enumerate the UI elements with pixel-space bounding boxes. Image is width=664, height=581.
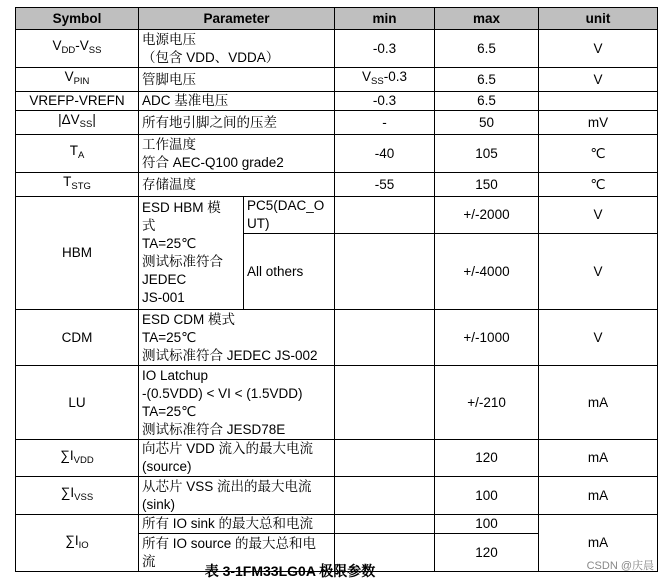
unit-cell: ℃ xyxy=(539,173,658,197)
parameter-cell: ADC 基准电压 xyxy=(139,92,335,111)
unit-cell: mA xyxy=(539,515,658,572)
parameter-cell: ESD HBM 模 式 TA=25℃ 测试标准符合 JEDEC JS-001 xyxy=(139,197,244,310)
max-cell: +/-4000 xyxy=(435,234,539,310)
table-row xyxy=(16,135,658,173)
table-row xyxy=(16,366,658,440)
table-caption: 表 3-1FM33LG0A 极限参数 xyxy=(204,563,376,579)
min-cell: - xyxy=(335,111,435,135)
header-row xyxy=(16,8,658,30)
table-row xyxy=(16,310,658,366)
symbol-cell: HBM xyxy=(16,197,139,310)
max-cell: 120 xyxy=(435,440,539,477)
min-cell xyxy=(335,234,435,310)
header-max: max xyxy=(435,8,539,30)
max-cell: 100 xyxy=(435,515,539,534)
header-parameter: Parameter xyxy=(139,8,335,30)
header-unit: unit xyxy=(539,8,658,30)
max-cell: 6.5 xyxy=(435,30,539,68)
min-cell xyxy=(335,477,435,515)
parameter-cell: 所有 IO source 的最大总和电 流 xyxy=(139,534,335,572)
unit-cell: ℃ xyxy=(539,135,658,173)
watermark: CSDN @庆晨 xyxy=(586,560,654,572)
table-row xyxy=(16,197,658,234)
max-cell: 100 xyxy=(435,477,539,515)
parameter-cell: 所有 IO sink 的最大总和电流 xyxy=(139,515,335,534)
symbol-cell: $V_{PIN}$ xyxy=(16,68,139,92)
header-min: min xyxy=(335,8,435,30)
max-cell: 150 xyxy=(435,173,539,197)
table-row xyxy=(16,515,658,534)
symbol-cell: $\sum I_{VSS}$ xyxy=(16,477,139,515)
table-row xyxy=(16,440,658,477)
unit-cell: mA xyxy=(539,366,658,440)
table-row xyxy=(16,111,658,135)
symbol-cell: $|\Delta V_{SS}|$ xyxy=(16,111,139,135)
parameter-cell: ESD CDM 模式 TA=25℃ 测试标准符合 JEDEC JS-002 xyxy=(139,310,335,366)
max-cell: +/-2000 xyxy=(435,197,539,234)
table-row xyxy=(16,30,658,68)
min-cell: -55 xyxy=(335,173,435,197)
unit-cell: V xyxy=(539,68,658,92)
symbol-cell: $V_{DD}-V_{SS}$ xyxy=(16,30,139,68)
table-row xyxy=(16,173,658,197)
unit-cell: V xyxy=(539,310,658,366)
symbol-cell: $T_{STG}$ xyxy=(16,173,139,197)
max-cell: 120 xyxy=(435,534,539,572)
table-row xyxy=(16,477,658,515)
parameter-cell: IO Latchup -(0.5VDD) < VI < (1.5VDD) TA=25℃ 测试标准符合 JESD78E xyxy=(139,366,335,440)
symbol-cell: LU xyxy=(16,366,139,440)
condition-cell: All others xyxy=(244,234,335,310)
unit-cell: V xyxy=(539,197,658,234)
parameter-cell: 从芯片 VSS 流出的最大电流 (sink) xyxy=(139,477,335,515)
max-cell: +/-1000 xyxy=(435,310,539,366)
symbol-cell: CDM xyxy=(16,310,139,366)
parameter-cell: 存储温度 xyxy=(139,173,335,197)
symbol-cell: $\sum I_{IO}$ xyxy=(16,515,139,572)
min-cell: -0.3 xyxy=(335,30,435,68)
max-cell: 50 xyxy=(435,111,539,135)
parameter-cell: 工作温度 符合 AEC-Q100 grade2 xyxy=(139,135,335,173)
symbol-cell: VREFP-VREFN xyxy=(16,92,139,111)
table-row xyxy=(16,92,658,111)
min-cell xyxy=(335,440,435,477)
parameter-cell: 电源电压 （包含 VDD、VDDA） xyxy=(139,30,335,68)
min-cell xyxy=(335,197,435,234)
table-row xyxy=(16,68,658,92)
min-cell xyxy=(335,515,435,534)
unit-cell: mA xyxy=(539,440,658,477)
min-cell: $V_{SS}-0.3$ xyxy=(335,68,435,92)
header-symbol: Symbol xyxy=(16,8,139,30)
unit-cell: mA xyxy=(539,477,658,515)
min-cell xyxy=(335,310,435,366)
unit-cell xyxy=(539,92,658,111)
absolute-max-ratings-table xyxy=(15,7,658,572)
min-cell: -0.3 xyxy=(335,92,435,111)
condition-cell: PC5(DAC_O UT) xyxy=(244,197,335,234)
max-cell: 105 xyxy=(435,135,539,173)
symbol-cell: $T_A$ xyxy=(16,135,139,173)
max-cell: +/-210 xyxy=(435,366,539,440)
min-cell: -40 xyxy=(335,135,435,173)
parameter-cell: 管脚电压 xyxy=(139,68,335,92)
parameter-cell: 所有地引脚之间的压差 xyxy=(139,111,335,135)
min-cell xyxy=(335,366,435,440)
max-cell: 6.5 xyxy=(435,92,539,111)
max-cell: 6.5 xyxy=(435,68,539,92)
symbol-cell: $\sum I_{VDD}$ xyxy=(16,440,139,477)
unit-cell: V xyxy=(539,234,658,310)
parameter-cell: 向芯片 VDD 流入的最大电流 (source) xyxy=(139,440,335,477)
unit-cell: mV xyxy=(539,111,658,135)
unit-cell: V xyxy=(539,30,658,68)
